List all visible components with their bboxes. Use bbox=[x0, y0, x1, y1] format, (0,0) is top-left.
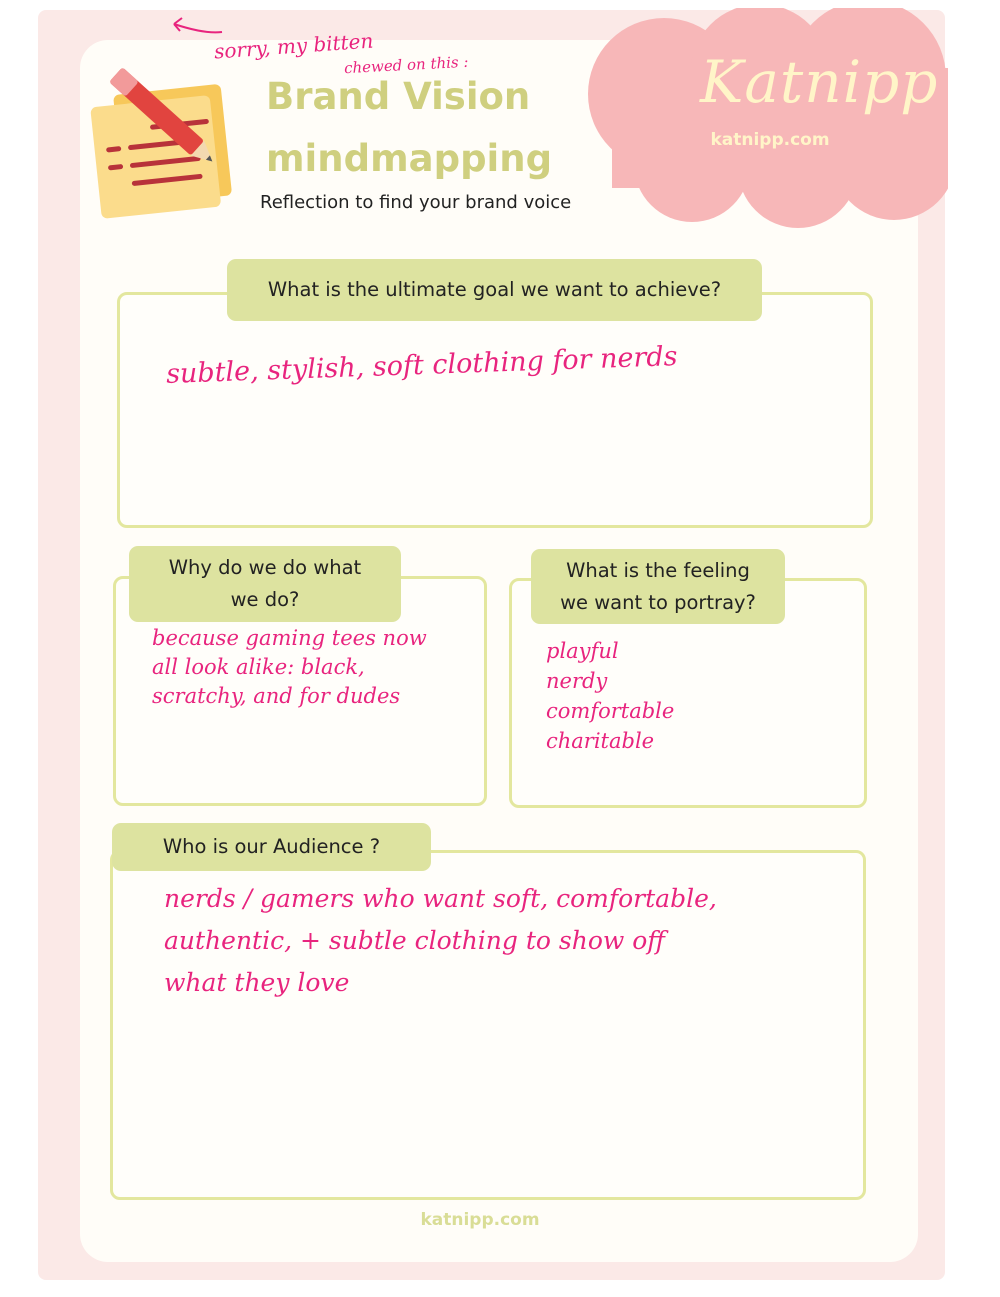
goal-answer-text: subtle, stylish, soft clothing for nerds bbox=[165, 341, 679, 390]
page-title-line1: Brand Vision bbox=[266, 75, 531, 118]
feeling-answer-text: playful nerdy comfortable charitable bbox=[546, 639, 675, 753]
handwritten-note-line2: chewed on this : bbox=[343, 52, 469, 78]
feeling-question-label: What is the feeling we want to portray? bbox=[531, 549, 785, 624]
footer-url: katnipp.com bbox=[420, 1210, 540, 1230]
why-question-label: Why do we do what we do? bbox=[129, 546, 401, 622]
logo-script: Katnipp bbox=[700, 48, 939, 116]
page-title-line2: mindmapping bbox=[266, 137, 553, 180]
notepad-pencil-icon bbox=[84, 60, 244, 220]
handwritten-note-line1: sorry, my bitten bbox=[213, 28, 375, 64]
page-subtitle: Reflection to find your brand voice bbox=[260, 192, 572, 213]
audience-answer-text: nerds / gamers who want soft, comfortable, authentic, + subtle clothing to show off what they love bbox=[164, 884, 717, 997]
audience-question-label: Who is our Audience ? bbox=[112, 823, 431, 871]
logo-url: katnipp.com bbox=[710, 130, 830, 150]
cloud-shape bbox=[572, 8, 948, 230]
goal-answer-box[interactable] bbox=[117, 292, 873, 528]
why-answer-text: because gaming tees now all look alike: black, scratchy, and for dudes bbox=[152, 626, 427, 708]
goal-question-label: What is the ultimate goal we want to achieve? bbox=[227, 259, 762, 321]
